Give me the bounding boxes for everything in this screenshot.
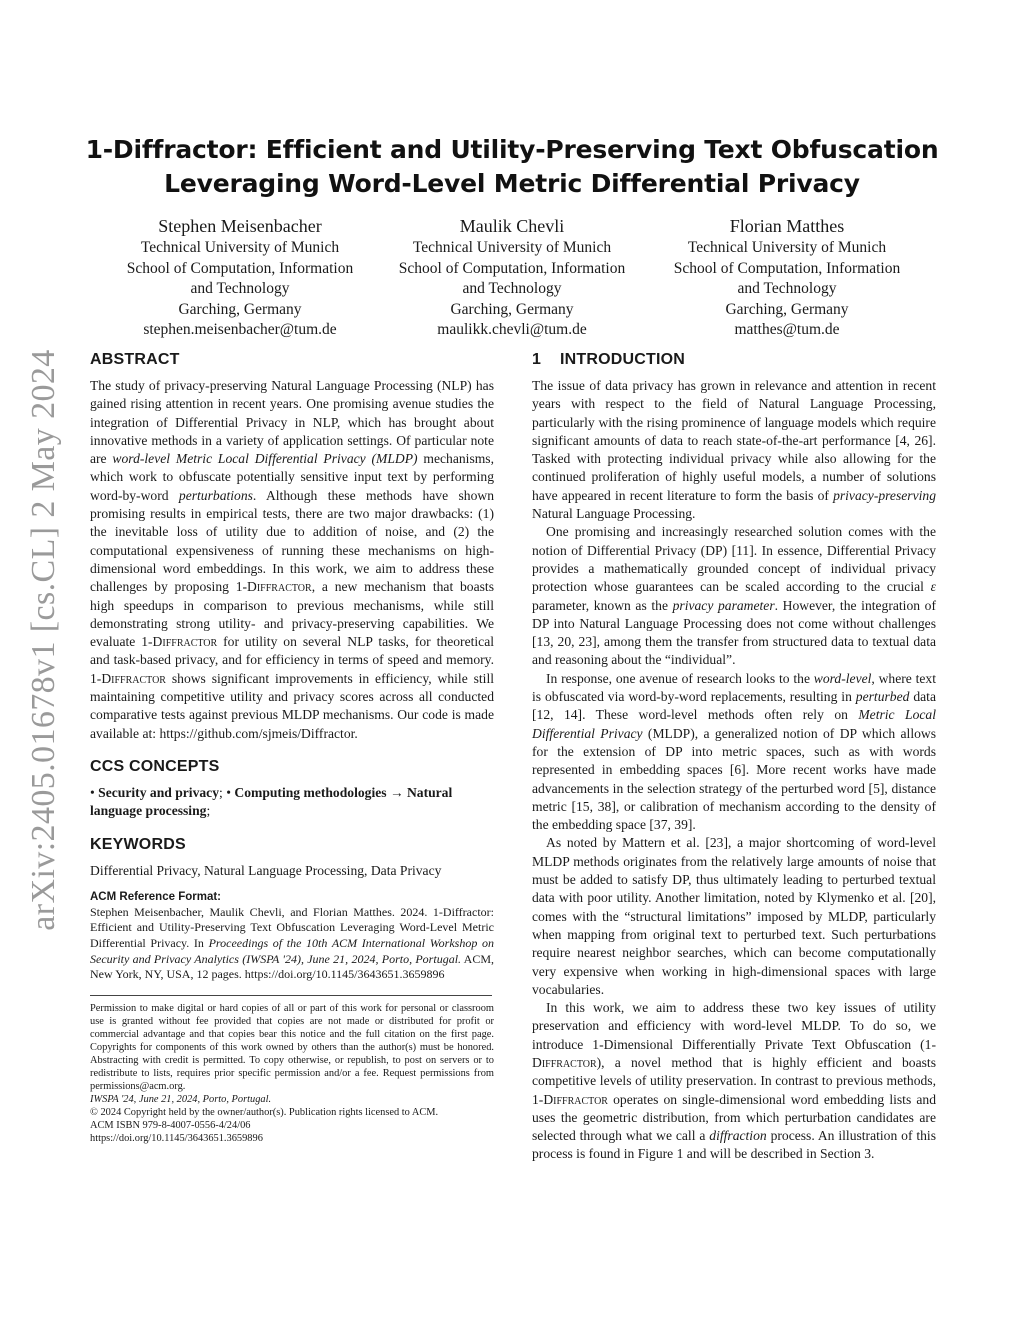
section-heading — [532, 349, 936, 371]
author-affiliation: and Technology — [190, 280, 290, 297]
intro-paragraph: In this work, we aim to address these two key issues of utility preservation and efficiency with word-level MLDP. To do so, we introduce 1-Dimensional Differentially Private Text Obfuscation (1-Diffractor), a novel method that is highly efficient and boasts competitive levels of utility preservation. In contrast to previous methods, 1-Diffractor operates on single-dimensional word embedding lists and uses the geometric distribution, from which perturbation candidates are selected through what we call a diffraction process. An illustration of this process is found in Figure 1 and will be described in Section 3. — [532, 1000, 936, 1162]
author-affiliation: and Technology — [737, 280, 837, 297]
intro-paragraph: The issue of data privacy has grown in relevance and attention in recent years with respect to the field of Natural Language Processing, particularly with the rising prominence of language models which require significant amounts of data to reach state-of-the-art performance [4, 26]. Tasked with protecting individual privacy while also allowing for the continued proliferation of highly useful models, a number of solutions have appeared in recent literature to form the basis of privacy-preserving Natural Language Processing. — [532, 378, 936, 522]
title-line-2: Leveraging Word-Level Metric Differential Privacy — [164, 169, 860, 198]
author-location: Garching, Germany — [725, 300, 849, 318]
intro-paragraph: In response, one avenue of research looks to the word-level, where text is obfuscated via word-by-word replacements, resulting in perturbed data [12, 14]. These word-level methods often rely on Metric Local Differential Privacy (MLDP), a generalized notion of DP which allows for the extension of DP into metric spaces, such as with words represented in embedding spaces [6]. More recent works have made advancements in the selection strategy of the perturbed word [5], distance metric [15, 38], or calibration of mechanism according to the density of the embedding space [37, 39]. — [532, 670, 936, 833]
author-block — [382, 214, 642, 341]
acm-reference-heading: ACM Reference Format: — [90, 890, 221, 903]
author-affiliation: School of Computation, Information — [398, 259, 626, 277]
author-name: Maulik Chevli — [459, 216, 565, 236]
page-title — [60, 133, 964, 201]
author-email: matthes@tum.de — [734, 321, 840, 338]
intro-paragraph: One promising and increasingly researched solution comes with the notion of Differential Privacy (DP) [11]. In essence, Differential Privacy provides a mathematically grounded concept of individual privacy protection whose guarantees can be scaled according to the crucial ε parameter, known as the privacy parameter. However, the integration of DP into Natural Language Processing does not come without challenges [13, 20, 23], among them the transfer from structured data to textual data and reasoning about the “individual”. — [532, 524, 936, 668]
footnote-divider — [90, 995, 492, 996]
title-line-1: 1-Diffractor: Efficient and Utility-Preserving Text Obfuscation — [85, 135, 939, 164]
author-affiliation: Technical University of Munich — [687, 239, 887, 256]
abstract-text: The study of privacy-preserving Natural Language Processing (NLP) has gained rising attention in recent years. One promising avenue studies the integration of Differential Privacy in NLP, which has brought about innovative methods in a variety of application settings. Of particular note are word-level Metric Local Differential Privacy (MLDP) mechanisms, which work to obfuscate potentially sensitive input text by performing word-by-word perturbations. Although these methods have shown promising results in empirical tests, there are two major drawbacks: (1) the inevitable loss of utility due to addition of noise, and (2) the computational expensiveness of running these mechanisms on high-dimensional word embeddings. In this work, we aim to address these challenges by proposing 1-Diffractor, a new mechanism that boasts high speedups in comparison to previous mechanisms, while still demonstrating strong utility- and privacy-preserving capabilities. We evaluate 1-Diffractor for utility on several NLP tasks, for theoretical and task-based privacy, and for efficiency in terms of speed and memory. 1-Diffractor shows significant improvements in efficiency, while still maintaining competitive utility and privacy scores across all conducted comparative tests against previous MLDP mechanisms. Our code is made available at: https://github.com/sjmeis/Diffractor. — [90, 378, 495, 741]
author-block — [110, 214, 370, 341]
author-affiliation: Technical University of Munich — [412, 239, 612, 256]
ccs-heading: CCS CONCEPTS — [90, 757, 220, 775]
arxiv-stamp — [0, 0, 62, 931]
ccs-concepts: • Security and privacy; • Computing methodologies → Natural language processing; — [90, 784, 453, 819]
author-affiliation: School of Computation, Information — [673, 259, 901, 277]
author-location: Garching, Germany — [178, 300, 302, 318]
author-email: stephen.meisenbacher@tum.de — [143, 321, 337, 338]
keywords-heading: KEYWORDS — [90, 835, 186, 853]
conference-venue: IWSPA '24, June 21, 2024, Porto, Portugal. — [90, 1093, 272, 1105]
author-affiliation: and Technology — [462, 280, 562, 297]
arxiv-identifier: arXiv:2405.01678v1 [cs.CL] 2 May 2024 — [25, 349, 62, 931]
copyright-notice: © 2024 Copyright held by the owner/author(s). Publication rights licensed to ACM. — [90, 1106, 439, 1118]
author-block — [657, 214, 917, 341]
author-location: Garching, Germany — [450, 300, 574, 318]
acm-reference-text: Stephen Meisenbacher, Maulik Chevli, and Florian Matthes. 2024. 1-Diffractor: Efficient and Utility-Preserving Text Obfuscation Leveraging Word-Level Metric Differential Privacy. In Proceedings of the 10th ACM International Workshop on Security and Privacy Analytics (IWSPA '24), June 21, 2024, Porto, Portugal. ACM, New York, NY, USA, 12 pages. https://doi.org/10.1145/3643651.3659896 — [90, 904, 494, 982]
author-name: Florian Matthes — [729, 216, 845, 236]
permission-text: Permission to make digital or hard copies of all or part of this work for personal or classroom use is granted without fee provided that copies are not made or distributed for profit or commercial advantage and that copies bear this notice and the full citation on the first page. Copyrights for components of this work owned by others than the author(s) must be honored. Abstracting with credit is permitted. To copy otherwise, or republish, to post on servers or to redistribute to lists, requires prior specific permission and/or a fee. Request permissions from permissions@acm.org. — [90, 1002, 494, 1092]
intro-paragraph: As noted by Mattern et al. [23], a major shortcoming of word-level MLDP methods originates from the relatively large amounts of noise that must be added to satisfy DP, thus ultimately leading to perturbed textual data with poor utility. Another limitation, noted by Klymenko et al. [20], comes with the “structural limitations” imposed by MLDP, particularly when mapping from original text to perturbed text. Such perturbations require nearest neighbor searches, which can become computationally very expensive when working in high-dimensional spaces with large vocabularies. — [532, 835, 936, 997]
author-email: maulikk.chevli@tum.de — [437, 321, 587, 338]
abstract-heading: ABSTRACT — [90, 351, 180, 368]
author-affiliation: Technical University of Munich — [140, 239, 340, 256]
author-affiliation: School of Computation, Information — [126, 259, 354, 277]
right-column — [532, 349, 936, 1164]
section-title: INTRODUCTION — [560, 351, 686, 368]
doi-link[interactable]: https://doi.org/10.1145/3643651.3659896 — [90, 1132, 263, 1144]
isbn: ACM ISBN 979-8-4007-0556-4/24/06 — [90, 1119, 251, 1131]
permission-block — [90, 1002, 494, 1145]
keywords-text: Differential Privacy, Natural Language Processing, Data Privacy — [90, 862, 442, 878]
section-number: 1 — [532, 351, 542, 368]
author-name: Stephen Meisenbacher — [158, 216, 322, 236]
left-column — [90, 349, 494, 1145]
